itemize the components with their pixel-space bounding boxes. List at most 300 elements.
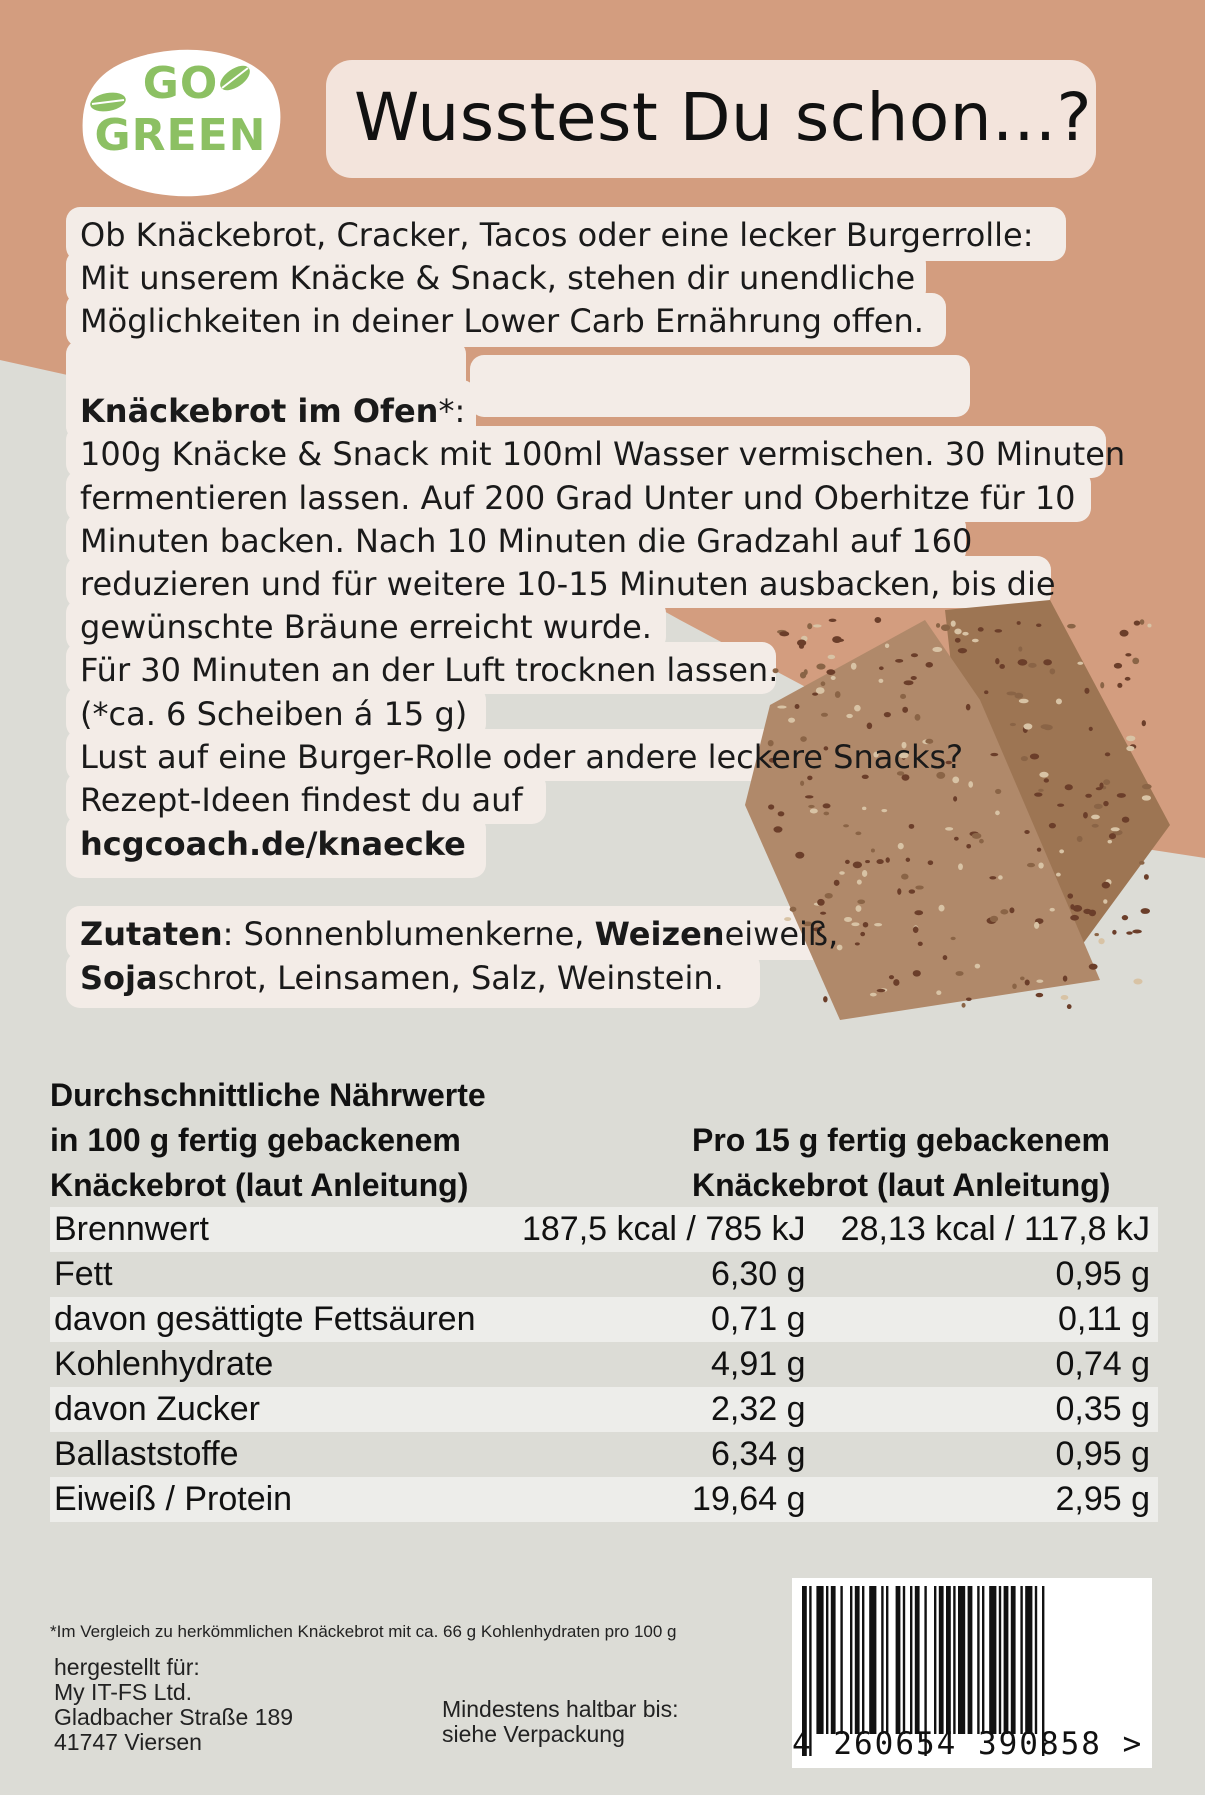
- seed: [998, 875, 1003, 879]
- seed: [1067, 893, 1073, 898]
- seed: [954, 629, 961, 635]
- barcode-bar: [886, 1586, 888, 1734]
- seed: [1111, 827, 1120, 831]
- seed: [854, 705, 861, 712]
- seed: [810, 808, 818, 813]
- seed: [1000, 909, 1008, 914]
- heading-line: Durchschnittliche Nährwerte: [50, 1077, 486, 1113]
- seed: [941, 624, 950, 631]
- seed: [821, 713, 828, 717]
- seed: [884, 712, 891, 717]
- seed: [851, 922, 859, 926]
- go-green-logo: [78, 40, 283, 200]
- logo-line-2: GREEN: [94, 110, 267, 161]
- manufacturer-line: My IT-FS Ltd.: [54, 1679, 193, 1705]
- value-per-100g: 2,32 g: [476, 1387, 810, 1432]
- seed: [954, 837, 959, 841]
- seed: [1049, 823, 1056, 828]
- seed: [1100, 682, 1104, 688]
- seed: [911, 676, 917, 680]
- seed: [1038, 863, 1043, 869]
- seed: [1056, 873, 1061, 877]
- seed: [915, 714, 921, 721]
- value-per-100g: 19,64 g: [476, 1477, 810, 1522]
- seed: [1109, 833, 1116, 839]
- seed: [914, 910, 923, 915]
- seed: [1126, 931, 1132, 934]
- seed: [1057, 804, 1064, 807]
- seed: [876, 859, 883, 864]
- value-per-15g: 0,95 g: [1055, 1435, 1150, 1473]
- recipe-line: 100g Knäcke & Snack mit 100ml Wasser vermischen. 30 Minuten: [80, 435, 1126, 473]
- seed: [865, 860, 870, 863]
- seed: [989, 876, 996, 879]
- value-per-15g: 0,95 g: [1055, 1255, 1150, 1293]
- seed: [846, 714, 853, 718]
- seed: [984, 690, 988, 694]
- seed: [1094, 804, 1103, 809]
- seed: [898, 843, 904, 849]
- heading-line: Knäckebrot (laut Anleitung): [692, 1167, 1111, 1203]
- seed: [853, 862, 862, 869]
- seed: [1070, 904, 1074, 910]
- seed: [1114, 663, 1122, 669]
- seed: [1024, 830, 1029, 834]
- recipe-line: reduzieren und für weitere 10-15 Minuten ausbacken, bis die: [80, 565, 1056, 603]
- barcode-bar: [946, 1586, 951, 1734]
- seed: [1063, 975, 1068, 981]
- seed: [1017, 621, 1021, 625]
- manufacturer-info: [54, 1655, 293, 1755]
- value-per-15g: 0,74 g: [1055, 1345, 1150, 1383]
- nutrient-label: Fett: [54, 1255, 113, 1293]
- seed: [1012, 984, 1017, 990]
- barcode-bar: [855, 1586, 860, 1734]
- seed: [824, 812, 830, 816]
- barcode-bar: [915, 1586, 920, 1734]
- barcode-bar: [910, 1586, 912, 1734]
- recipe-heading-bold: Knäckebrot im Ofen: [80, 392, 439, 430]
- seed: [862, 870, 867, 877]
- seed: [909, 824, 915, 829]
- seed: [906, 858, 911, 862]
- seed: [800, 781, 804, 786]
- seed: [1133, 978, 1142, 984]
- seed: [805, 795, 814, 798]
- seed: [1102, 882, 1110, 889]
- seed: [975, 964, 980, 969]
- seed: [1067, 1004, 1072, 1009]
- barcode-bar: [1035, 1586, 1037, 1734]
- seed: [1141, 908, 1150, 914]
- seed: [839, 871, 845, 874]
- seed: [1132, 930, 1142, 934]
- seed: [855, 942, 860, 945]
- barcode-bar: [968, 1586, 973, 1734]
- nutrient-label: Kohlenhydrate: [54, 1345, 274, 1383]
- seed: [897, 888, 901, 895]
- seed: [889, 975, 894, 979]
- seed: [867, 722, 873, 729]
- table-row: [50, 1477, 1158, 1522]
- seed: [990, 916, 998, 922]
- heading-line: Pro 15 g fertig gebackenem: [692, 1122, 1110, 1158]
- seed: [795, 852, 804, 859]
- table-row: [50, 1387, 1158, 1432]
- seed: [862, 807, 866, 810]
- seed: [1139, 861, 1144, 865]
- seed: [995, 789, 1001, 794]
- seed: [928, 860, 934, 865]
- seed: [926, 662, 933, 668]
- seed: [936, 623, 940, 628]
- best-before-line: siehe Verpackung: [442, 1721, 625, 1747]
- seed: [1147, 624, 1151, 628]
- seed: [911, 653, 918, 657]
- barcode-bar: [1020, 1586, 1022, 1734]
- table-row: [50, 1432, 1158, 1477]
- seed: [953, 796, 957, 801]
- seed: [1142, 784, 1152, 789]
- seed: [843, 824, 849, 827]
- seed: [826, 669, 835, 675]
- seed: [812, 692, 818, 695]
- seed: [1089, 727, 1093, 731]
- seed: [851, 663, 857, 670]
- value-per-100g: 187,5 kcal / 785 kJ: [476, 1207, 810, 1252]
- seed: [778, 811, 785, 816]
- seed: [1025, 979, 1030, 985]
- seed: [1028, 663, 1036, 668]
- seed: [1140, 619, 1145, 625]
- seed: [939, 905, 945, 912]
- barcode-bar: [896, 1586, 901, 1734]
- recipe-line: Lust auf eine Burger-Rolle oder andere leckere Snacks?: [80, 738, 964, 776]
- seed: [1125, 653, 1131, 656]
- seed: [1006, 691, 1016, 695]
- seed: [1044, 778, 1049, 782]
- seed: [834, 880, 840, 886]
- seed: [777, 706, 786, 709]
- seed: [913, 970, 921, 976]
- seed: [768, 804, 774, 809]
- seed: [1125, 677, 1131, 681]
- barcode-bar: [862, 1586, 864, 1734]
- seed: [1024, 723, 1033, 729]
- seed: [966, 844, 971, 849]
- barcode-bar: [958, 1586, 965, 1734]
- barcode-bar: [989, 1586, 996, 1734]
- seed: [1122, 817, 1130, 823]
- seed: [804, 669, 808, 675]
- seed: [885, 643, 889, 647]
- recipe-line: Rezept-Ideen findest du auf: [80, 781, 523, 819]
- seed: [860, 932, 865, 936]
- table-row: [50, 1342, 1158, 1387]
- seed: [1036, 623, 1041, 626]
- seed: [1117, 683, 1122, 688]
- ingredients-text: schrot, Leinsamen, Salz, Weinstein.: [157, 959, 724, 997]
- seed: [1096, 787, 1102, 790]
- barcode-bar: [953, 1586, 955, 1734]
- allergen-soy: Soja: [80, 959, 158, 997]
- seed: [1056, 699, 1062, 705]
- best-before: [442, 1697, 679, 1747]
- seed: [857, 899, 865, 904]
- seed: [835, 691, 841, 698]
- seed: [902, 707, 908, 713]
- seed: [1036, 993, 1044, 997]
- recipe-line: Für 30 Minuten an der Luft trocknen lassen.: [80, 651, 779, 689]
- nutrient-label: Brennwert: [50, 1207, 476, 1252]
- manufacturer-line: 41747 Viersen: [54, 1729, 202, 1755]
- seed: [1018, 646, 1022, 651]
- seed: [1067, 624, 1076, 629]
- seed: [816, 663, 825, 669]
- seed: [1077, 836, 1083, 842]
- seed: [886, 857, 890, 863]
- barcode-bar: [826, 1586, 828, 1734]
- seed: [995, 658, 999, 664]
- nutrient-label: Eiweiß / Protein: [50, 1477, 476, 1522]
- seed: [1050, 908, 1055, 912]
- seed: [825, 893, 833, 899]
- seed: [828, 655, 836, 659]
- seed: [835, 639, 844, 643]
- seed: [855, 832, 861, 836]
- seed: [1034, 922, 1039, 929]
- seed: [913, 926, 919, 933]
- footnote: *Im Vergleich zu herkömmlichen Knäckebrot mit ca. 66 g Kohlenhydraten pro 100 g: [50, 1622, 677, 1641]
- nutrient-label: davon gesättigte Fettsäuren: [50, 1297, 476, 1342]
- seed: [994, 629, 1002, 633]
- seed: [877, 989, 886, 992]
- barcode-bar: [999, 1586, 1001, 1734]
- seed: [956, 971, 964, 976]
- seed: [1083, 909, 1091, 914]
- barcode-bar: [816, 1586, 823, 1734]
- seed: [1027, 863, 1035, 867]
- value-per-100g: 6,30 g: [710, 1255, 806, 1293]
- seed: [1108, 840, 1113, 844]
- best-before-line: Mindestens haltbar bis:: [442, 1696, 679, 1722]
- seed: [1037, 848, 1041, 852]
- seed: [1092, 824, 1099, 828]
- seed: [1120, 630, 1129, 637]
- seed: [909, 889, 916, 893]
- seed: [870, 993, 877, 997]
- seed: [823, 803, 831, 808]
- seed: [874, 923, 882, 926]
- table-row: [50, 1207, 1158, 1252]
- seed: [823, 996, 827, 1002]
- seed: [817, 899, 825, 906]
- page-title: Wusstest Du schon...?: [354, 79, 1093, 156]
- seed: [1077, 662, 1083, 665]
- seed: [999, 664, 1005, 669]
- seed: [915, 885, 923, 889]
- seed: [1020, 976, 1025, 980]
- recipe-link[interactable]: hcgcoach.de/knaecke: [80, 825, 466, 863]
- nutrition-heading-100g: [50, 1073, 486, 1208]
- ingredients-text: : Sonnenblumenkerne,: [222, 915, 595, 953]
- seed: [951, 937, 956, 940]
- manufacturer-line: hergestellt für:: [54, 1654, 200, 1680]
- seed: [1041, 724, 1051, 729]
- recipe-heading-rest: *:: [438, 392, 466, 430]
- seed: [1059, 849, 1064, 853]
- seed: [871, 849, 875, 853]
- recipe-line: (*ca. 6 Scheiben á 15 g): [80, 695, 468, 733]
- seed: [788, 718, 795, 723]
- allergen-wheat: Weizen: [594, 915, 725, 953]
- seed: [1034, 793, 1042, 797]
- seed: [816, 687, 825, 694]
- seed: [943, 955, 948, 960]
- ingredients-text: eiweiß,: [724, 915, 839, 953]
- seed: [1061, 995, 1069, 1000]
- value-per-100g: 0,71 g: [476, 1297, 810, 1342]
- seed: [995, 810, 1000, 815]
- seed: [879, 666, 884, 670]
- seed: [893, 979, 899, 986]
- seed: [795, 704, 800, 709]
- seed: [1050, 668, 1056, 674]
- barcode-bar: [840, 1586, 842, 1734]
- seed: [1103, 779, 1110, 785]
- barcode-bar: [1011, 1586, 1016, 1734]
- seed: [918, 942, 923, 946]
- intro-line: Mit unserem Knäcke & Snack, stehen dir unendliche: [80, 259, 916, 297]
- seed: [874, 617, 881, 623]
- heading-line: in 100 g fertig gebackenem: [50, 1122, 461, 1158]
- seed: [863, 922, 869, 927]
- seed: [1103, 801, 1108, 806]
- seed: [990, 753, 998, 756]
- seed: [968, 781, 973, 788]
- seed: [1070, 915, 1079, 921]
- seed: [958, 863, 963, 870]
- ingredients-line-1: [80, 912, 838, 956]
- seed: [1036, 979, 1043, 982]
- seed: [1085, 794, 1092, 798]
- seed: [1142, 795, 1151, 800]
- barcode-bar: [850, 1586, 852, 1734]
- ingredients-line-2: [80, 956, 724, 1000]
- seed: [1021, 756, 1028, 761]
- seed: [1122, 915, 1128, 920]
- seed: [955, 638, 961, 643]
- seed: [978, 627, 984, 631]
- seed: [829, 619, 837, 622]
- seed: [900, 694, 906, 699]
- seed: [881, 809, 887, 812]
- seed: [821, 681, 826, 686]
- seed: [958, 648, 967, 653]
- nutrition-table: [50, 1207, 1158, 1522]
- seed: [1144, 874, 1149, 880]
- seed: [844, 917, 852, 922]
- seed: [773, 826, 782, 832]
- seed: [1010, 723, 1016, 726]
- seed: [1134, 620, 1141, 625]
- text-highlight: [470, 355, 970, 417]
- seed: [1094, 933, 1099, 936]
- seed: [904, 680, 914, 685]
- value-per-15g: 28,13 kcal / 117,8 kJ: [810, 1207, 1159, 1252]
- recipe-line: gewünschte Bräune erreicht wurde.: [80, 608, 652, 646]
- seed: [895, 659, 903, 663]
- barcode-bar: [934, 1586, 936, 1734]
- seed: [813, 624, 822, 627]
- barcode-bar: [939, 1586, 944, 1734]
- seed: [972, 833, 982, 839]
- recipe-line: Minuten backen. Nach 10 Minuten die Gradzahl auf 160: [80, 522, 973, 560]
- seed: [1038, 789, 1044, 792]
- barcode-bar: [1004, 1586, 1009, 1734]
- seed: [966, 998, 972, 1001]
- seed: [797, 639, 806, 646]
- seed: [972, 639, 979, 643]
- intro-line: Ob Knäckebrot, Cracker, Tacos oder eine lecker Burgerrolle:: [80, 216, 1034, 254]
- seed: [1039, 772, 1048, 778]
- seed: [951, 620, 956, 626]
- seed: [962, 1003, 966, 1008]
- table-row: [50, 1297, 1158, 1342]
- seed: [1126, 746, 1134, 751]
- seed: [1132, 658, 1139, 665]
- seed: [966, 704, 971, 710]
- barcode-number: 4 260654 390858 >: [792, 1726, 1144, 1762]
- seed: [879, 679, 884, 683]
- seed: [1043, 659, 1052, 665]
- seed: [901, 874, 908, 880]
- seed: [1112, 930, 1116, 935]
- seed: [831, 676, 836, 680]
- seed: [1098, 938, 1104, 944]
- barcode-bar: [982, 1586, 984, 1734]
- table-row: [50, 1252, 1158, 1297]
- manufacturer-line: Gladbacher Straße 189: [54, 1704, 294, 1730]
- seed: [1105, 752, 1110, 756]
- seed: [779, 631, 789, 636]
- seed: [1084, 688, 1089, 694]
- logo-text: [78, 58, 283, 162]
- barcode-bar: [869, 1586, 876, 1734]
- seed: [945, 827, 953, 830]
- seed: [936, 990, 941, 995]
- seed: [856, 905, 862, 912]
- knaeckebrot-image: [730, 590, 1180, 1030]
- recipe-heading: [80, 389, 465, 433]
- seed: [1103, 899, 1107, 903]
- seed: [808, 805, 814, 808]
- barcode-bar: [831, 1586, 836, 1734]
- barcode-bar: [1025, 1586, 1032, 1734]
- seed: [1019, 699, 1029, 703]
- seed: [1117, 793, 1126, 798]
- logo-line-1: GO: [142, 58, 219, 109]
- seed: [807, 623, 812, 629]
- seed: [1018, 659, 1028, 665]
- value-per-15g: 0,35 g: [810, 1387, 1159, 1432]
- seed: [857, 879, 862, 884]
- seed: [1009, 907, 1014, 913]
- seed: [1083, 812, 1088, 819]
- nutrient-label: Ballaststoffe: [54, 1435, 239, 1473]
- value-per-15g: 2,95 g: [810, 1477, 1159, 1522]
- recipe-line: fermentieren lassen. Auf 200 Grad Unter und Oberhitze für 10: [80, 479, 1076, 517]
